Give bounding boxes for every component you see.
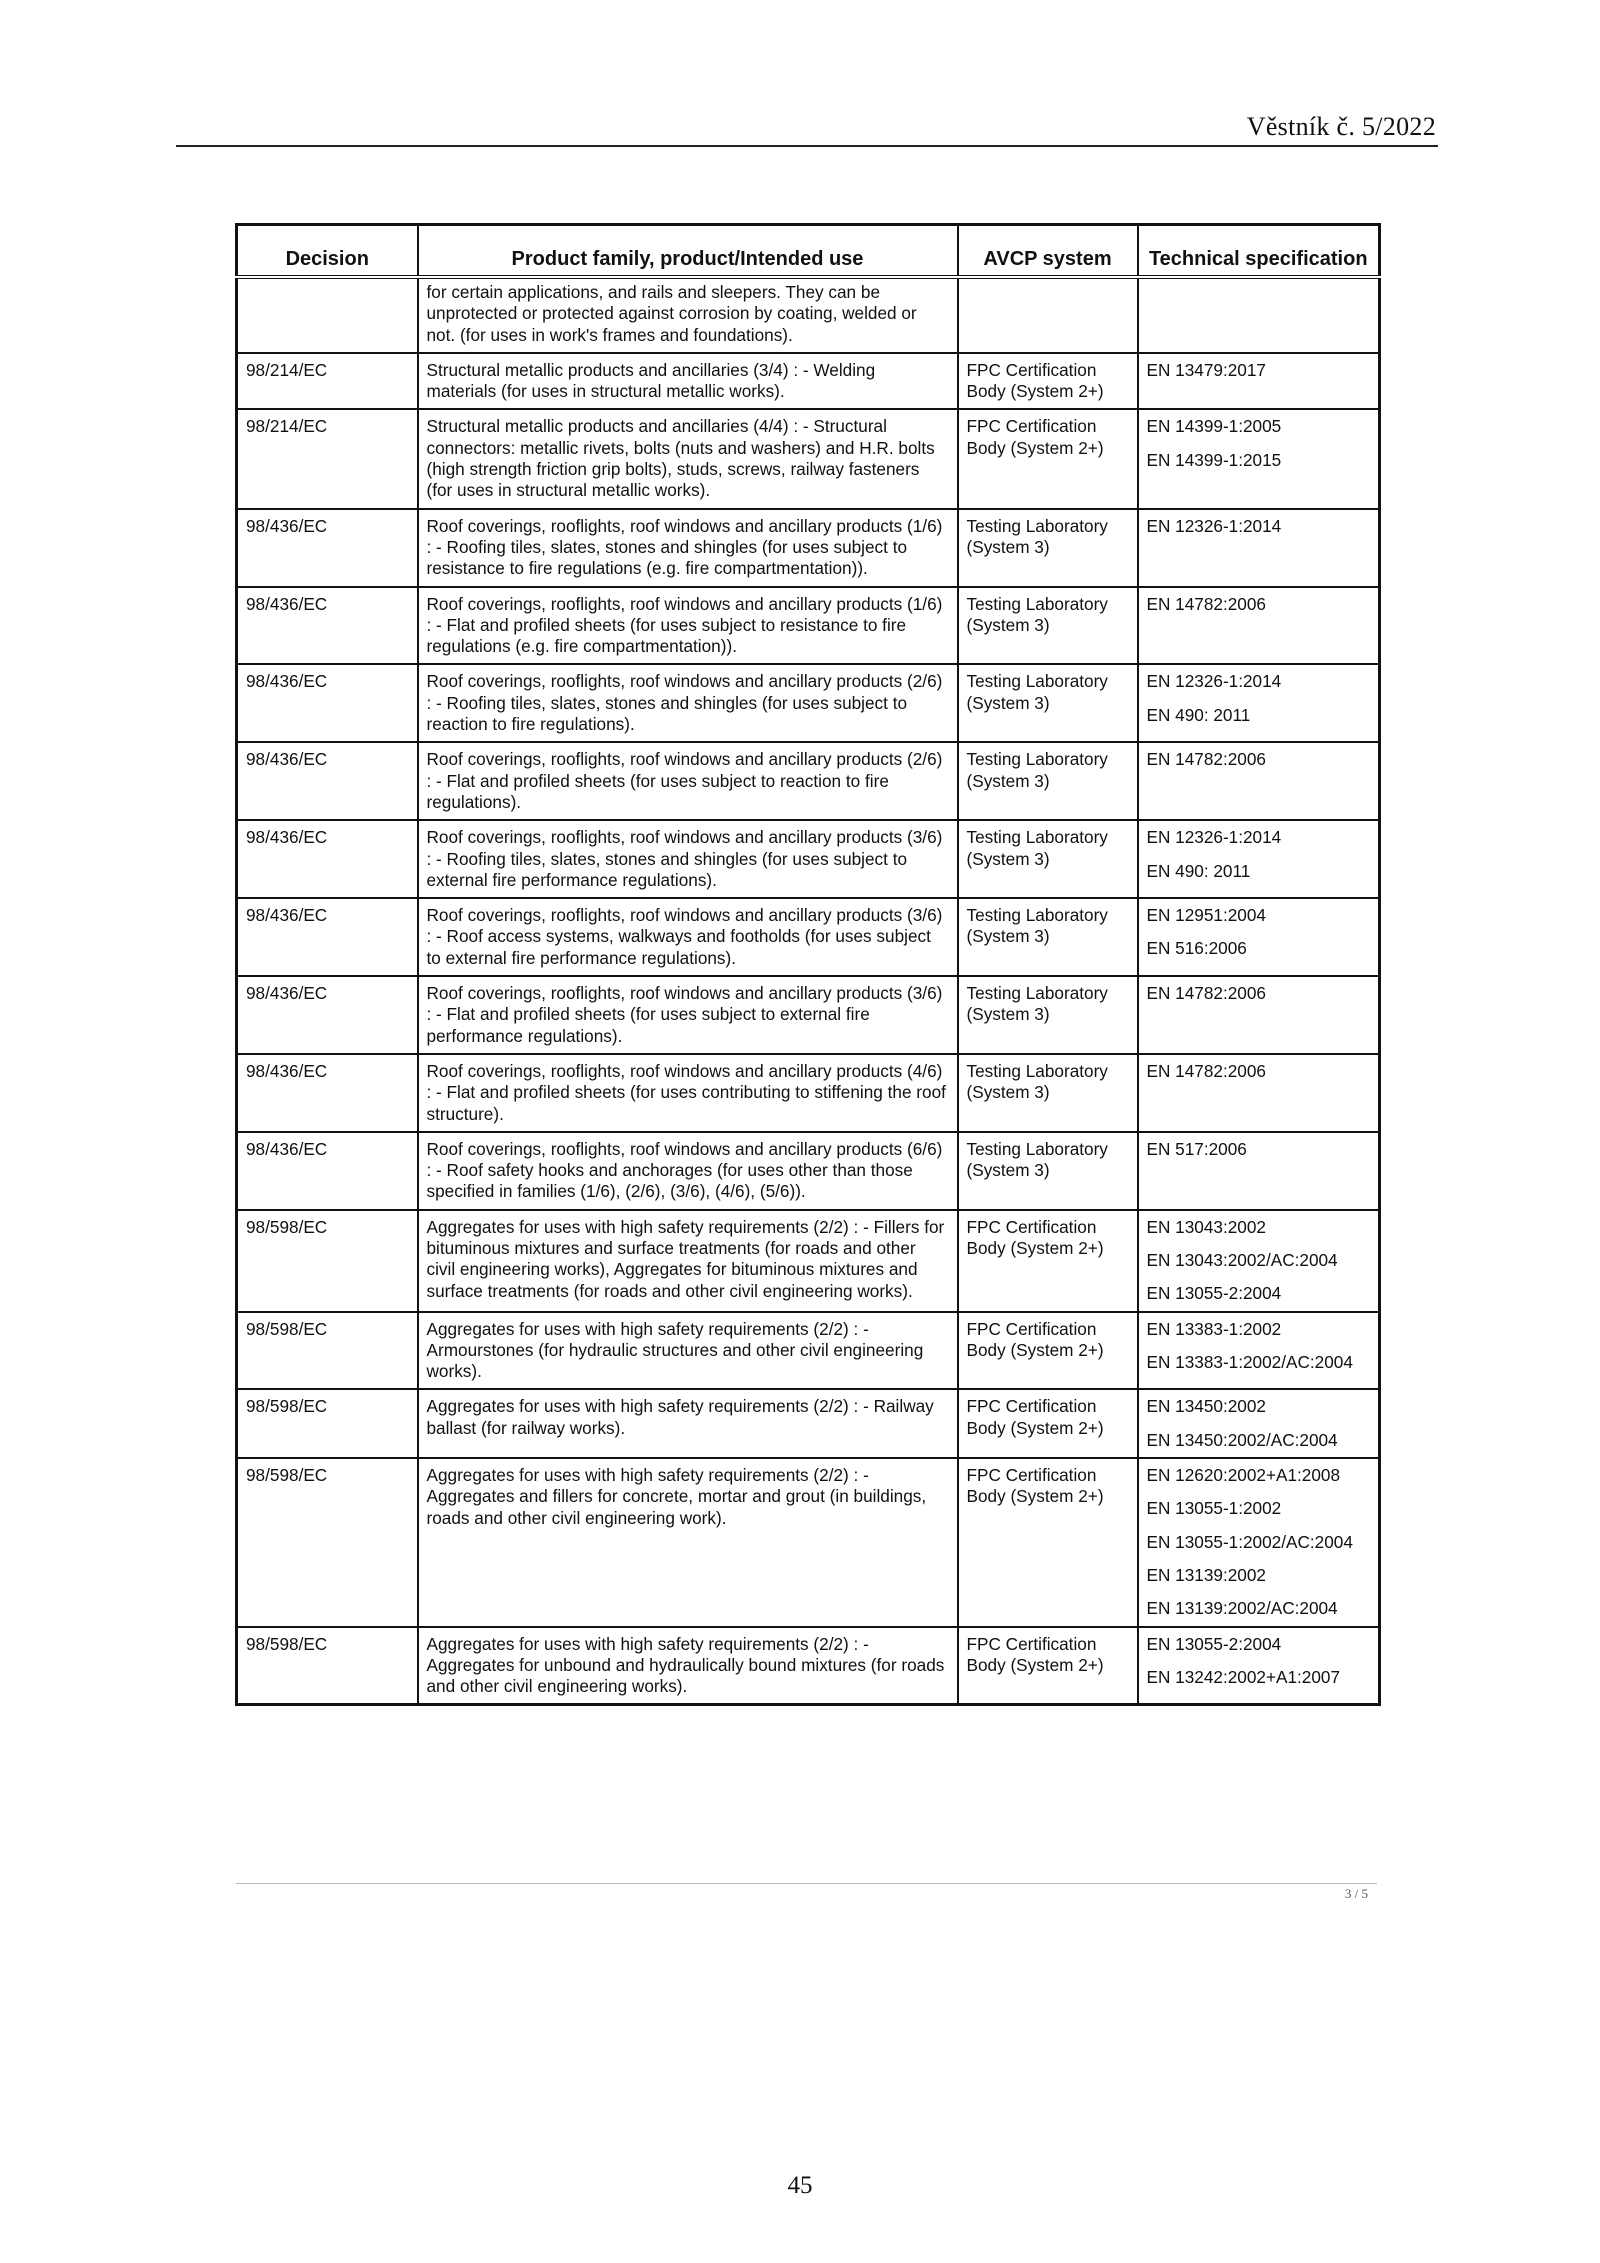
technical-spec-cell (1138, 742, 1380, 820)
technical-spec-item: EN 13043:2002 (1146, 1216, 1266, 1237)
technical-spec-item: EN 13139:2002/AC:2004 (1146, 1598, 1338, 1619)
technical-spec-item: EN 12326-1:2014 (1146, 827, 1282, 848)
page-number: 45 (787, 2172, 813, 2199)
technical-spec-item: EN 12620:2002+A1:2008 (1146, 1465, 1341, 1486)
decision-cell: 98/436/EC (237, 820, 418, 898)
decision-cell: 98/598/EC (237, 1627, 418, 1705)
header-product: Product family, product/Intended use (418, 225, 958, 278)
decision-cell: 98/598/EC (237, 1312, 418, 1390)
table-row (237, 1458, 1380, 1626)
decision-cell: 98/436/EC (237, 1054, 418, 1132)
technical-spec-item: EN 12951:2004 (1146, 905, 1266, 926)
technical-spec-item: EN 13139:2002 (1146, 1564, 1266, 1585)
product-cell: Aggregates for uses with high safety requirements (2/2) : - Aggregates and fillers for concrete, mortar and grout (in buildings, roads and other civil engineering work). (418, 1458, 958, 1626)
header-rule (176, 145, 1438, 147)
product-cell: Roof coverings, rooflights, roof windows and ancillary products (2/6) : - Flat and profiled sheets (for uses subject to reaction to fire regulations). (418, 742, 958, 820)
table-row (237, 1054, 1380, 1132)
avcp-cell: FPC Certification Body (System 2+) (958, 1458, 1138, 1626)
table-row (237, 742, 1380, 820)
decision-cell: 98/436/EC (237, 898, 418, 976)
technical-spec-cell (1138, 1389, 1380, 1458)
product-cell: Roof coverings, rooflights, roof windows and ancillary products (3/6) : - Roof access systems, walkways and footholds (for uses subject to external fire performance regulations). (418, 898, 958, 976)
decision-cell: 98/436/EC (237, 976, 418, 1054)
product-cell: Roof coverings, rooflights, roof windows and ancillary products (1/6) : - Flat and profiled sheets (for uses subject to resistance to fire regulations (e.g. fire compartmentation)). (418, 587, 958, 665)
page-fraction: 3 / 5 (1344, 1886, 1368, 1901)
table-row (237, 277, 1380, 353)
avcp-cell: Testing Laboratory (System 3) (958, 898, 1138, 976)
page-header-title: Věstník č. 5/2022 (1246, 112, 1436, 141)
product-cell: Structural metallic products and ancillaries (4/4) : - Structural connectors: metallic rivets, bolts (nuts and washers) and H.R. bolts (high strength friction grip bolts), studs, screws, railway fasteners (for uses in structural metallic works). (418, 409, 958, 508)
technical-spec-item: EN 490: 2011 (1146, 704, 1251, 725)
technical-spec-item: EN 13242:2002+A1:2007 (1146, 1666, 1341, 1687)
avcp-cell: Testing Laboratory (System 3) (958, 587, 1138, 665)
technical-spec-cell (1138, 664, 1380, 742)
technical-spec-cell (1138, 277, 1380, 353)
decision-cell: 98/598/EC (237, 1458, 418, 1626)
technical-spec-item: EN 13055-1:2002 (1146, 1498, 1282, 1519)
technical-spec-item: EN 13479:2017 (1146, 359, 1266, 380)
table-row (237, 409, 1380, 508)
avcp-cell: Testing Laboratory (System 3) (958, 976, 1138, 1054)
technical-spec-item: EN 14782:2006 (1146, 1060, 1266, 1081)
product-cell: Aggregates for uses with high safety requirements (2/2) : - Aggregates for unbound and hydraulically bound mixtures (for roads and other civil engineering works). (418, 1627, 958, 1705)
table-row (237, 1389, 1380, 1458)
technical-spec-cell (1138, 898, 1380, 976)
technical-spec-cell (1138, 353, 1380, 410)
product-cell: Structural metallic products and ancillaries (3/4) : - Welding materials (for uses in structural metallic works). (418, 353, 958, 410)
avcp-cell: FPC Certification Body (System 2+) (958, 1312, 1138, 1390)
avcp-cell: FPC Certification Body (System 2+) (958, 1210, 1138, 1312)
table-row (237, 1132, 1380, 1210)
technical-spec-item: EN 14782:2006 (1146, 983, 1266, 1004)
technical-spec-item: EN 12326-1:2014 (1146, 671, 1282, 692)
table-row (237, 1312, 1380, 1390)
table-row (237, 1627, 1380, 1705)
table-row (237, 820, 1380, 898)
decision-cell: 98/436/EC (237, 742, 418, 820)
technical-spec-item: EN 13450:2002/AC:2004 (1146, 1429, 1338, 1450)
decision-cell: 98/214/EC (237, 409, 418, 508)
technical-spec-item: EN 13383-1:2002 (1146, 1318, 1282, 1339)
header-avcp: AVCP system (958, 225, 1138, 278)
decision-cell: 98/598/EC (237, 1389, 418, 1458)
technical-spec-cell (1138, 587, 1380, 665)
technical-spec-item: EN 13055-2:2004 (1146, 1283, 1282, 1304)
decision-cell: 98/598/EC (237, 1210, 418, 1312)
avcp-cell: Testing Laboratory (System 3) (958, 1132, 1138, 1210)
table-row (237, 664, 1380, 742)
technical-spec-cell (1138, 1054, 1380, 1132)
technical-spec-cell (1138, 976, 1380, 1054)
product-cell: Roof coverings, rooflights, roof windows and ancillary products (3/6) : - Flat and profiled sheets (for uses subject to external fire performance regulations). (418, 976, 958, 1054)
avcp-cell: Testing Laboratory (System 3) (958, 742, 1138, 820)
header-technical-spec: Technical specification (1138, 225, 1380, 278)
technical-spec-item: EN 13043:2002/AC:2004 (1146, 1249, 1338, 1270)
technical-spec-item: EN 13383-1:2002/AC:2004 (1146, 1351, 1353, 1372)
technical-spec-cell (1138, 1458, 1380, 1626)
table-row (237, 976, 1380, 1054)
technical-spec-item: EN 13450:2002 (1146, 1396, 1266, 1417)
specification-table (235, 223, 1381, 1706)
technical-spec-item: EN 490: 2011 (1146, 860, 1251, 881)
table-header-row (237, 225, 1380, 278)
technical-spec-item: EN 14399-1:2015 (1146, 449, 1282, 470)
technical-spec-cell (1138, 409, 1380, 508)
footer-rule (236, 1883, 1377, 1884)
product-cell: Aggregates for uses with high safety requirements (2/2) : - Fillers for bituminous mixtures and surface treatments (for roads and other civil engineering works), Aggregates for bituminous mixtures and surface treatments (for roads and other civil engineering works). (418, 1210, 958, 1312)
decision-cell: 98/436/EC (237, 509, 418, 587)
technical-spec-item: EN 14782:2006 (1146, 749, 1266, 770)
product-cell: for certain applications, and rails and sleepers. They can be unprotected or protected against corrosion by coating, welded or not. (for uses in work's frames and foundations). (418, 277, 958, 353)
header-decision: Decision (237, 225, 418, 278)
technical-spec-cell (1138, 509, 1380, 587)
decision-cell: 98/436/EC (237, 664, 418, 742)
technical-spec-cell (1138, 1210, 1380, 1312)
table-row (237, 898, 1380, 976)
decision-cell (237, 277, 418, 353)
table-row (237, 353, 1380, 410)
table-body (237, 277, 1380, 1705)
product-cell: Aggregates for uses with high safety requirements (2/2) : - Railway ballast (for railway works). (418, 1389, 958, 1458)
technical-spec-cell (1138, 1627, 1380, 1705)
avcp-cell: Testing Laboratory (System 3) (958, 509, 1138, 587)
table-row (237, 1210, 1380, 1312)
avcp-cell: Testing Laboratory (System 3) (958, 664, 1138, 742)
avcp-cell: Testing Laboratory (System 3) (958, 820, 1138, 898)
technical-spec-item: EN 13055-2:2004 (1146, 1633, 1282, 1654)
product-cell: Aggregates for uses with high safety requirements (2/2) : - Armourstones (for hydraulic structures and other civil engineering works). (418, 1312, 958, 1390)
technical-spec-item: EN 516:2006 (1146, 938, 1247, 959)
product-cell: Roof coverings, rooflights, roof windows and ancillary products (3/6) : - Roofing tiles, slates, stones and shingles (for uses subject to external fire performance regulations). (418, 820, 958, 898)
avcp-cell: FPC Certification Body (System 2+) (958, 353, 1138, 410)
technical-spec-item: EN 12326-1:2014 (1146, 515, 1282, 536)
decision-cell: 98/436/EC (237, 1132, 418, 1210)
decision-cell: 98/214/EC (237, 353, 418, 410)
table-row (237, 587, 1380, 665)
product-cell: Roof coverings, rooflights, roof windows and ancillary products (4/6) : - Flat and profiled sheets (for uses contributing to stiffening the roof structure). (418, 1054, 958, 1132)
avcp-cell: Testing Laboratory (System 3) (958, 1054, 1138, 1132)
avcp-cell: FPC Certification Body (System 2+) (958, 1389, 1138, 1458)
product-cell: Roof coverings, rooflights, roof windows and ancillary products (1/6) : - Roofing tiles, slates, stones and shingles (for uses subject to resistance to fire regulations (e.g. fire compartmentation)). (418, 509, 958, 587)
avcp-cell: FPC Certification Body (System 2+) (958, 1627, 1138, 1705)
technical-spec-cell (1138, 1132, 1380, 1210)
technical-spec-item: EN 14782:2006 (1146, 593, 1266, 614)
technical-spec-item: EN 517:2006 (1146, 1138, 1247, 1159)
technical-spec-item: EN 14399-1:2005 (1146, 416, 1282, 437)
product-cell: Roof coverings, rooflights, roof windows and ancillary products (6/6) : - Roof safety hooks and anchorages (for uses other than those specified in families (1/6), (2/6), (3/6), (4/6), (5/6)). (418, 1132, 958, 1210)
avcp-cell: FPC Certification Body (System 2+) (958, 409, 1138, 508)
table-row (237, 509, 1380, 587)
technical-spec-cell (1138, 1312, 1380, 1390)
product-cell: Roof coverings, rooflights, roof windows and ancillary products (2/6) : - Roofing tiles, slates, stones and shingles (for uses subject to reaction to fire regulations). (418, 664, 958, 742)
avcp-cell (958, 277, 1138, 353)
decision-cell: 98/436/EC (237, 587, 418, 665)
technical-spec-cell (1138, 820, 1380, 898)
technical-spec-item: EN 13055-1:2002/AC:2004 (1146, 1531, 1353, 1552)
